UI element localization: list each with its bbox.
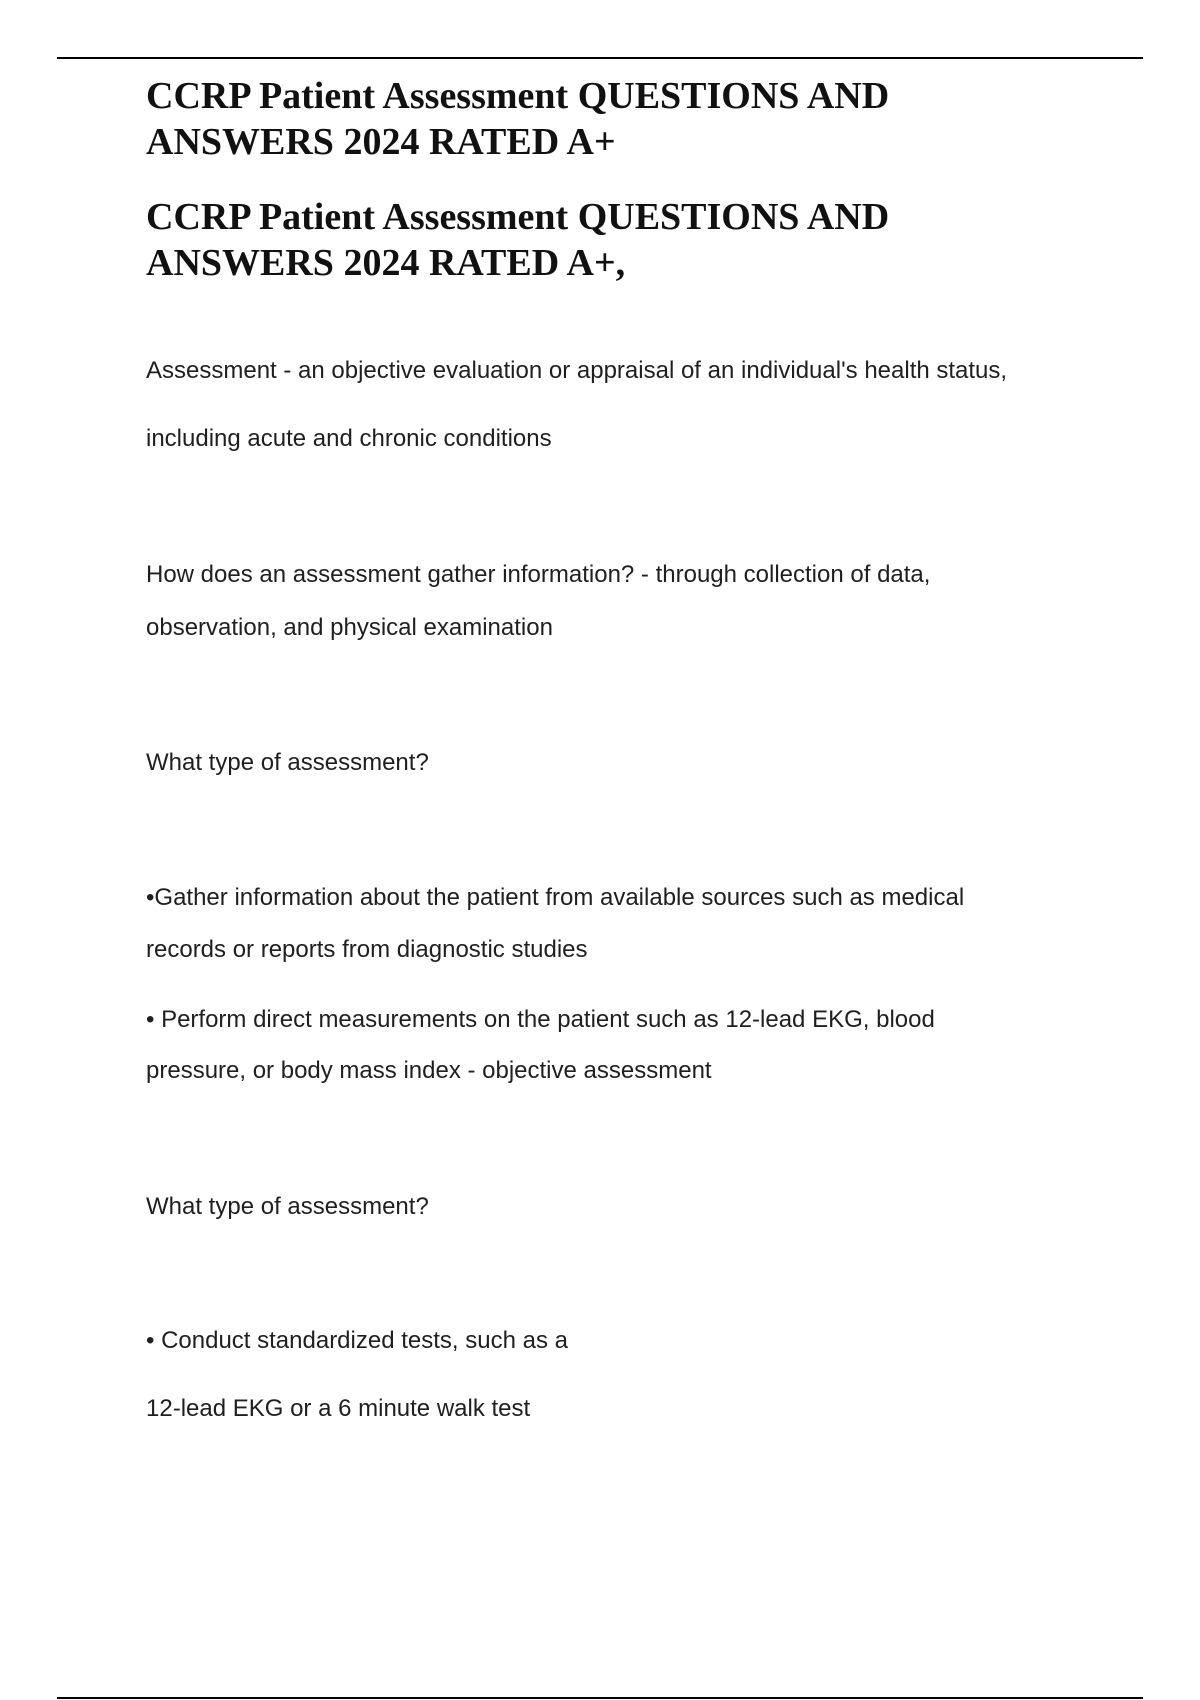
- information-gathering-question-line-2: observation, and physical examination: [146, 614, 553, 641]
- bullet-gather-information-line-2: records or reports from diagnostic studies: [146, 936, 588, 963]
- bullet-direct-measurements-line-1: • Perform direct measurements on the patient such as 12-lead EKG, blood: [146, 1006, 935, 1033]
- document-title: [146, 73, 1126, 165]
- information-gathering-question-line-1: How does an assessment gather information? - through collection of data,: [146, 561, 931, 588]
- bullet-standardized-tests-line-2: 12-lead EKG or a 6 minute walk test: [146, 1395, 531, 1422]
- bullet-standardized-tests-line-1: • Conduct standardized tests, such as a: [146, 1327, 568, 1354]
- bottom-rule: [57, 1697, 1143, 1699]
- document-subtitle-line-1: CCRP Patient Assessment QUESTIONS AND: [146, 196, 890, 238]
- assessment-type-question-1: What type of assessment?: [146, 749, 429, 776]
- document-subtitle-line-2: ANSWERS 2024 RATED A+,: [146, 242, 626, 284]
- document-subtitle: [146, 194, 1126, 286]
- document-title-line-2: ANSWERS 2024 RATED A+: [146, 121, 616, 163]
- assessment-definition-line-2: including acute and chronic conditions: [146, 425, 552, 452]
- document-title-line-1: CCRP Patient Assessment QUESTIONS AND: [146, 75, 890, 117]
- assessment-definition-line-1: Assessment - an objective evaluation or appraisal of an individual's health status,: [146, 357, 1008, 384]
- bullet-gather-information-line-1: •Gather information about the patient from available sources such as medical: [146, 884, 965, 911]
- top-rule: [57, 57, 1143, 59]
- bullet-direct-measurements-line-2: pressure, or body mass index - objective assessment: [146, 1057, 712, 1084]
- assessment-type-question-2: What type of assessment?: [146, 1193, 429, 1220]
